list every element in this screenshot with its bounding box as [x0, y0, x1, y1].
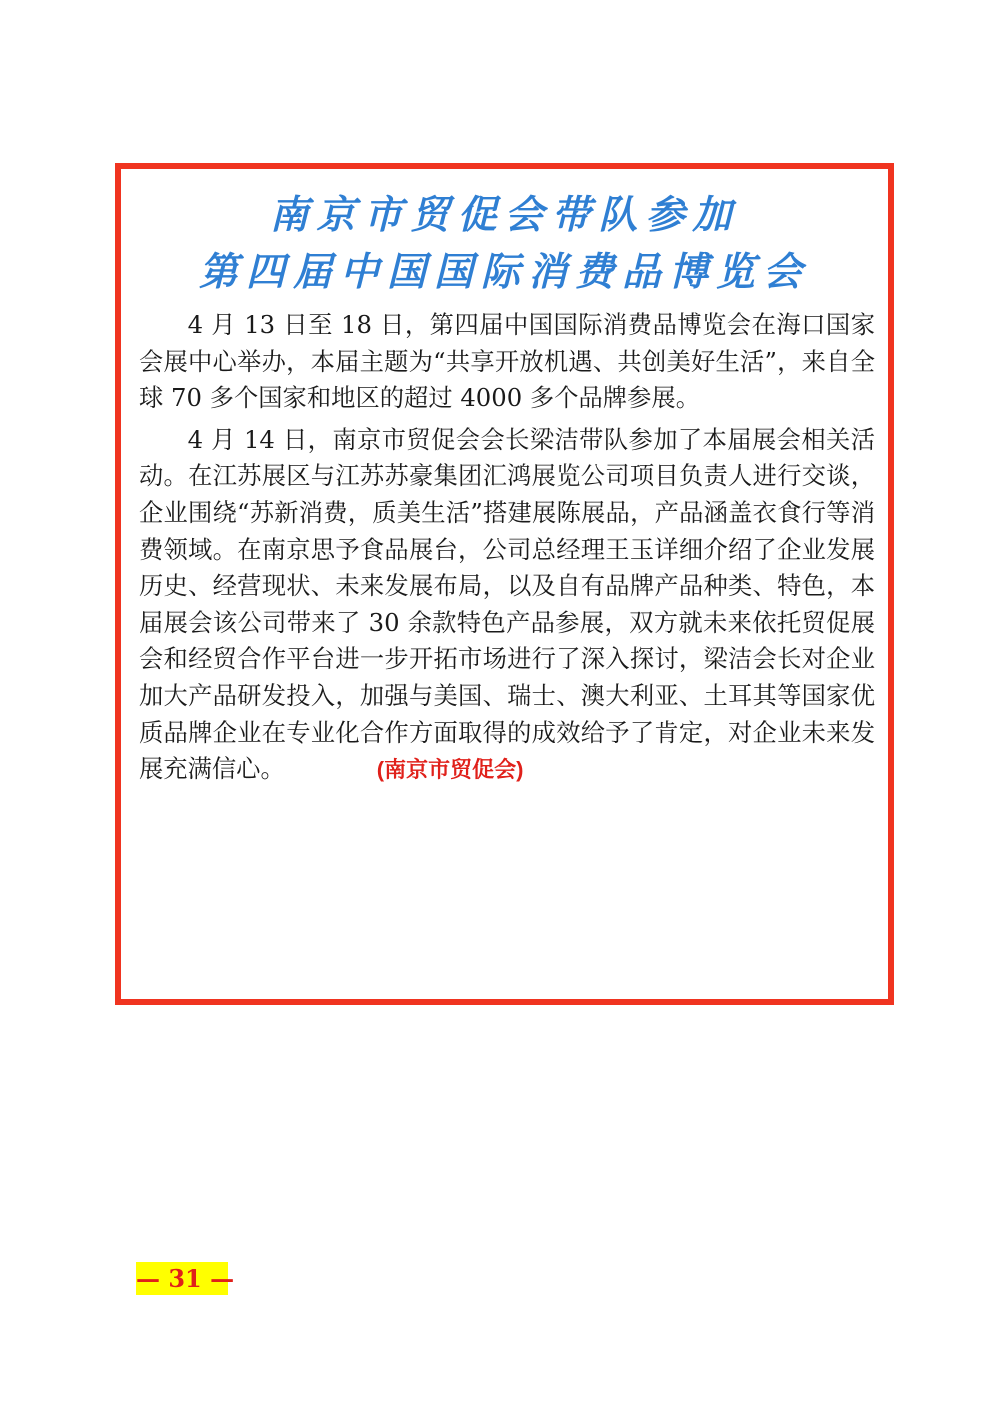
article-title-line-1: 南京市贸促会带队参加 [269, 192, 740, 238]
article-title-line-2: 第四届中国国际消费品博览会 [198, 249, 810, 295]
paragraph-1: 4 月 13 日至 18 日，第四届中国国际消费品博览会在海口国家会展中心举办，本届主题为“共享开放机遇、共创美好生活”，来自全球 70 多个国家和地区的超过 4000 多个品牌参展。 [139, 310, 875, 413]
paragraph-2-text: 4 月 14 日，南京市贸促会会长梁洁带队参加了本届展会相关活动。在江苏展区与江苏苏豪集团汇鸿展览公司项目负责人进行交谈，企业围绕“苏新消费，质美生活”搭建展陈展品，产品涵盖衣食行等消费领域。在南京思予食品展台，公司总经理王玉详细介绍了企业发展历史、经营现状、未来发展布局，以及自有品牌产品种类、特色，本届展会该公司带来了 30 余款特色产品参展，双方就未来依托贸促展会和经贸合作平台进一步开拓市场进行了深入探讨，梁洁会长对企业加大产品研发投入，加强与美国、瑞士、澳大利亚、土耳其等国家优质品牌企业在专业化合作方面取得的成效给予了肯定，对企业未来发展充满信心。 [139, 424, 875, 784]
article-body [139, 307, 875, 789]
page-number: — 31 — [136, 1264, 235, 1293]
paragraph-2 [139, 422, 875, 789]
page-frame [115, 163, 894, 1005]
article-source: (南京市贸促会) [376, 757, 524, 783]
